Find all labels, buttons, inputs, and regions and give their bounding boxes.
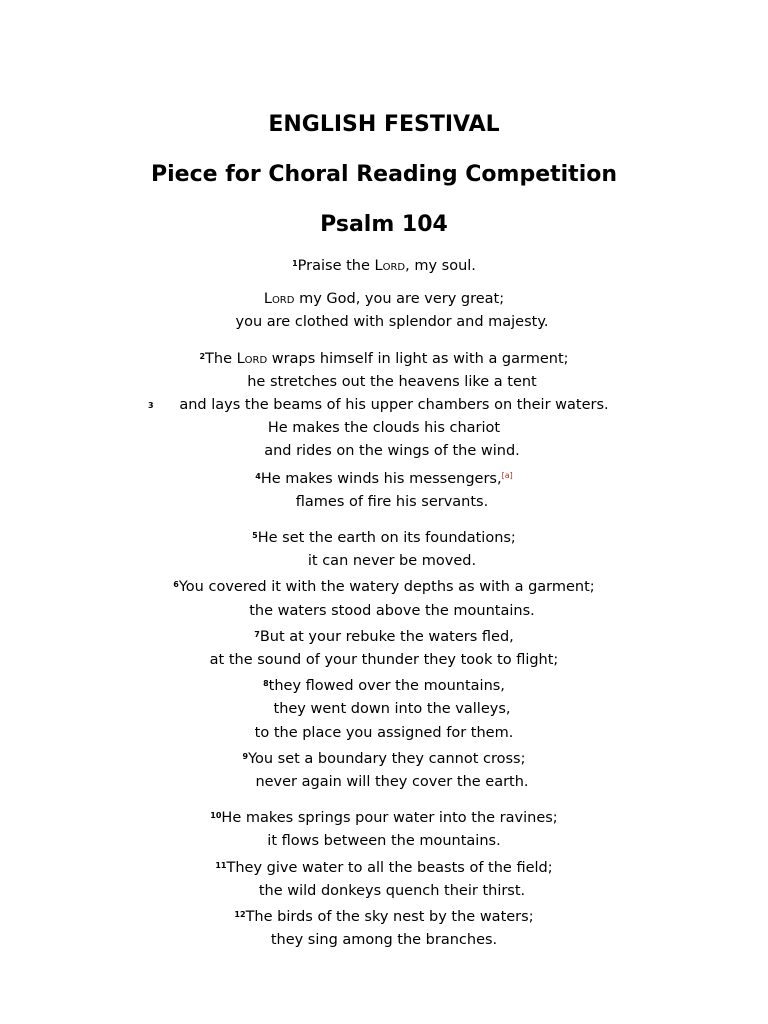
verse-12-line: $^{12}$The birds of the sky nest by the waters; — [234, 909, 534, 926]
stanza-4 — [0, 524, 768, 794]
stanza-5 — [0, 804, 768, 952]
lord-word: Lord — [374, 258, 406, 274]
verse-12b-line: they sing among the branches. — [270, 932, 498, 949]
verse-10-line: $^{10}$He makes springs pour water into the ravines; — [210, 810, 558, 827]
verse-3c-line: and rides on the wings of the wind. — [264, 443, 520, 460]
verse-4b-line: flames of fire his servants. — [295, 493, 489, 510]
verse-number: 9 — [242, 751, 249, 761]
verse-number: 6 — [173, 580, 179, 590]
verse-3-line: 3 and lays the beams of his upper chambers on their waters. — [0, 394, 768, 417]
title-block — [0, 110, 768, 260]
festival-title: ENGLISH FESTIVAL — [268, 112, 500, 137]
verse-number: 11 — [215, 860, 227, 870]
verse-number: 1 — [292, 259, 298, 268]
verse-11-line: $^{11}$They give water to all the beasts of the field; — [215, 859, 553, 876]
verse-7-line: $^7$But at your rebuke the waters fled, — [254, 628, 514, 645]
lord-word: Lord — [236, 350, 268, 367]
verse-3b-line: He makes the clouds his chariot — [267, 420, 501, 437]
verse-number: 2 — [199, 351, 206, 361]
verse-11b-line: the wild donkeys quench their thirst. — [258, 882, 526, 899]
verse-6b-line: the waters stood above the mountains. — [249, 602, 535, 619]
verse-number: 4 — [255, 471, 261, 481]
verse-5b-line: it can never be moved. — [307, 553, 477, 570]
verse-10b-line: it flows between the mountains. — [267, 833, 501, 850]
verse-1-line: $^1$Praise the Lord, my soul. — [292, 258, 476, 274]
verse-2b-line: he stretches out the heavens like a tent — [247, 373, 537, 390]
stanza-1 — [0, 252, 768, 278]
verse-number: 8 — [263, 679, 269, 689]
verse-7b-line: at the sound of your thunder they took to flight; — [209, 652, 559, 669]
verse-5-line: $^5$He set the earth on its foundations; — [252, 530, 516, 547]
competition-subtitle: Piece for Choral Reading Competition — [150, 162, 618, 187]
verse-1c-line: you are clothed with splendor and majesty. — [235, 314, 549, 331]
footnote-link[interactable]: [a] — [501, 470, 513, 480]
verse-8b-line: they went down into the valleys, — [273, 701, 511, 718]
verse-2-line: $^2$The Lord wraps himself in light as with a garment; — [199, 350, 569, 367]
verse-number: 7 — [254, 629, 260, 639]
stanza-3 — [0, 345, 768, 514]
verse-9b-line: never again will they cover the earth. — [255, 774, 529, 791]
verse-number: 3 — [148, 401, 154, 411]
verse-6-line: $^6$You covered it with the watery depths as with a garment; — [173, 579, 595, 596]
verse-8-line: $^8$they flowed over the mountains, — [263, 678, 505, 695]
psalm-text — [0, 252, 768, 962]
stanza-2 — [0, 288, 768, 334]
verse-number: 5 — [252, 531, 258, 541]
verse-1b-line: Lord my God, you are very great; — [263, 291, 505, 308]
psalm-title: Psalm 104 — [320, 212, 448, 237]
verse-9-line: $^9$You set a boundary they cannot cross; — [242, 750, 526, 767]
lord-word: Lord — [263, 291, 295, 308]
verse-8c-line: to the place you assigned for them. — [254, 724, 514, 741]
verse-4-line: $^4$He makes winds his messengers,[a] — [255, 470, 513, 487]
verse-number: 10 — [210, 811, 222, 821]
verse-number: 12 — [234, 910, 246, 920]
